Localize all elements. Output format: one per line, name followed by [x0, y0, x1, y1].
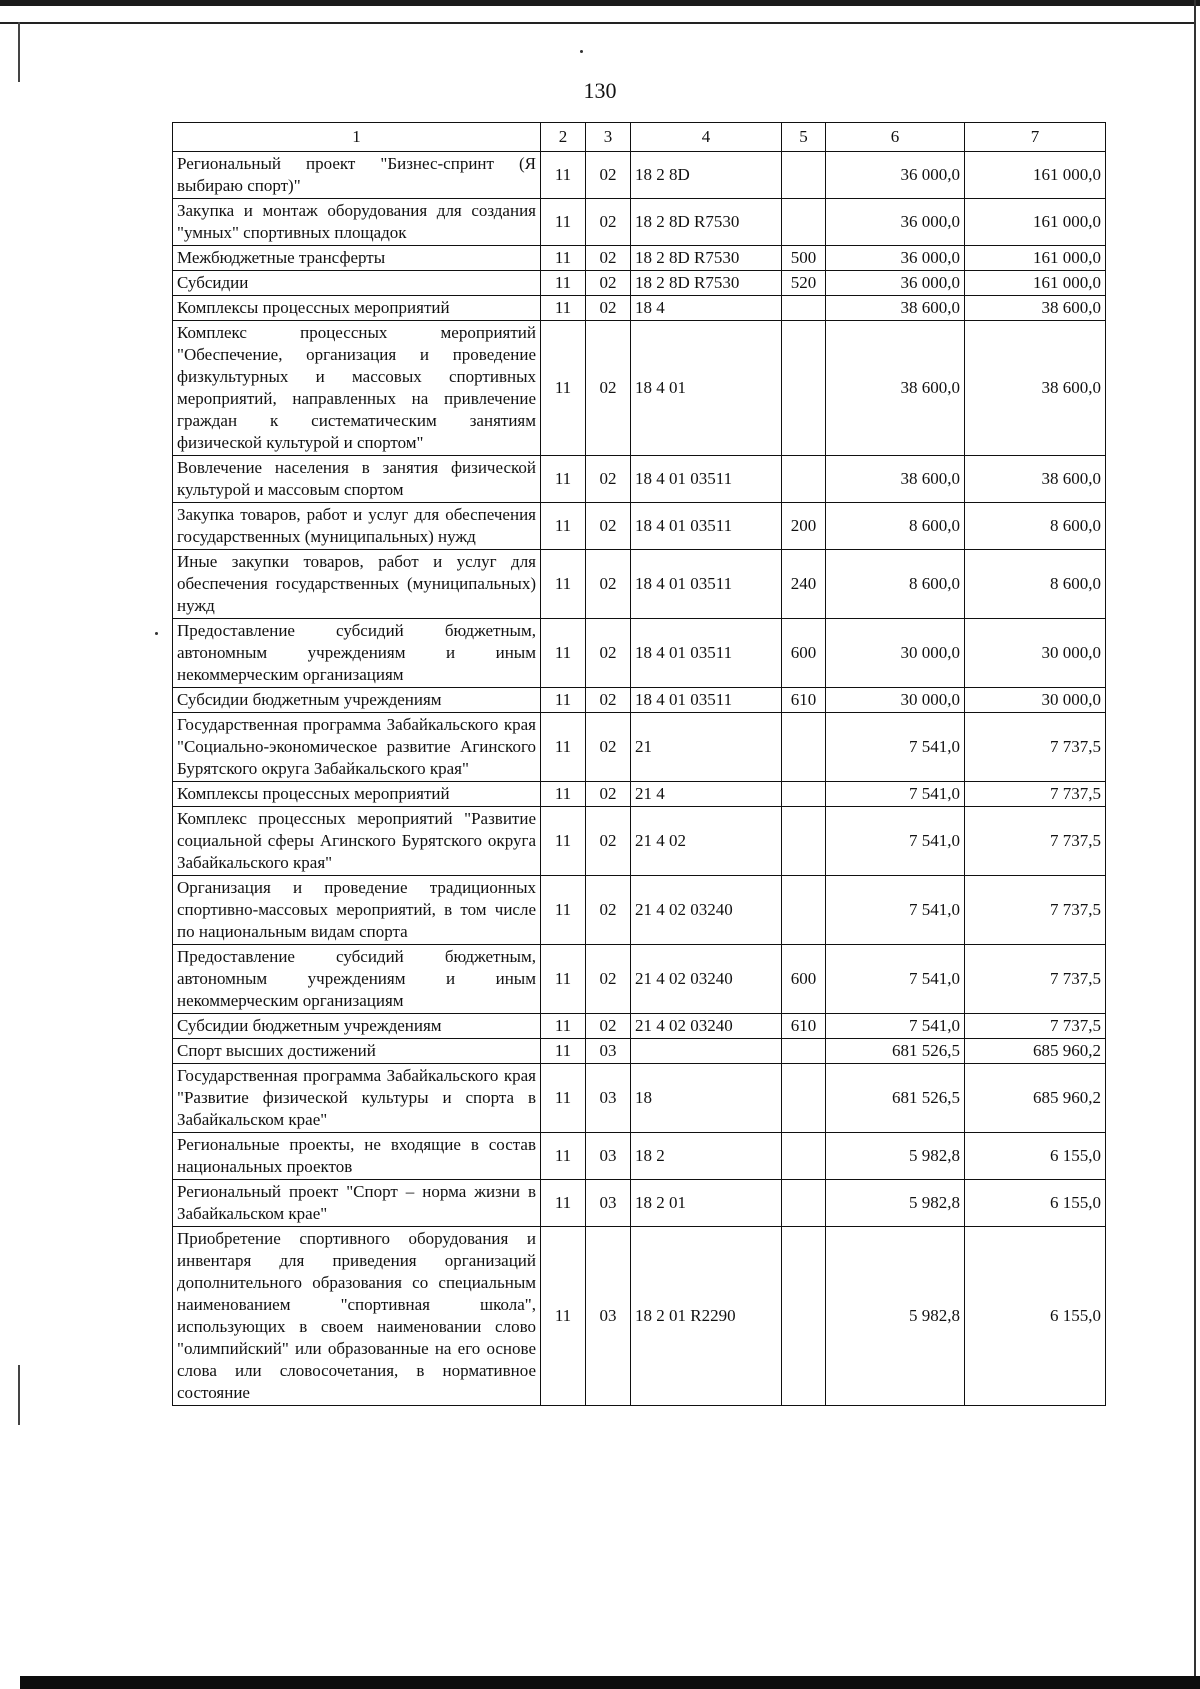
- table-cell-c3: 02: [586, 619, 631, 688]
- table-cell-c2: 11: [541, 619, 586, 688]
- table-row: [173, 1039, 1106, 1064]
- table-cell-c7: 38 600,0: [965, 321, 1106, 456]
- column-header: 6: [826, 123, 965, 152]
- table-cell-name: Вовлечение населения в занятия физической культурой и массовым спортом: [173, 456, 541, 503]
- table-cell-c3: 03: [586, 1133, 631, 1180]
- table-row: [173, 321, 1106, 456]
- table-cell-name: Субсидии: [173, 271, 541, 296]
- table-cell-c5: 200: [782, 503, 826, 550]
- table-cell-c4: 18 2 01 R2290: [631, 1227, 782, 1406]
- table-cell-c4: 18 4 01 03511: [631, 503, 782, 550]
- table-cell-name: Комплексы процессных мероприятий: [173, 296, 541, 321]
- table-cell-c6: 38 600,0: [826, 321, 965, 456]
- table-cell-c4: 18 4: [631, 296, 782, 321]
- table-cell-name: Межбюджетные трансферты: [173, 246, 541, 271]
- table-cell-c4: 21 4 02 03240: [631, 945, 782, 1014]
- table-cell-c6: 7 541,0: [826, 945, 965, 1014]
- table-cell-c7: 7 737,5: [965, 1014, 1106, 1039]
- table-cell-c3: 03: [586, 1180, 631, 1227]
- table-cell-c6: 7 541,0: [826, 713, 965, 782]
- table-cell-name: Региональный проект "Бизнес-спринт (Я выбираю спорт)": [173, 152, 541, 199]
- table-cell-c2: 11: [541, 945, 586, 1014]
- table-cell-c5: [782, 782, 826, 807]
- table-cell-c3: 02: [586, 246, 631, 271]
- table-cell-c6: 8 600,0: [826, 550, 965, 619]
- table-cell-c3: 02: [586, 321, 631, 456]
- table-cell-c4: 18 2 8D R7530: [631, 199, 782, 246]
- table-cell-c4: 18 4 01 03511: [631, 688, 782, 713]
- table-cell-c6: 7 541,0: [826, 807, 965, 876]
- table-cell-c2: 11: [541, 246, 586, 271]
- table-cell-c4: 21: [631, 713, 782, 782]
- table-cell-c4: 21 4: [631, 782, 782, 807]
- table-cell-c3: 02: [586, 688, 631, 713]
- scan-edge-top: [0, 0, 1200, 6]
- scan-edge-right: [1194, 0, 1196, 1689]
- column-header: 2: [541, 123, 586, 152]
- table-cell-c5: [782, 199, 826, 246]
- table-row: [173, 296, 1106, 321]
- table-cell-c7: 8 600,0: [965, 503, 1106, 550]
- table-cell-c2: 11: [541, 1227, 586, 1406]
- table-cell-name: Региональные проекты, не входящие в состав национальных проектов: [173, 1133, 541, 1180]
- page-number: 130: [583, 78, 617, 103]
- column-header: 3: [586, 123, 631, 152]
- table-cell-c5: 610: [782, 1014, 826, 1039]
- table-cell-c5: 600: [782, 619, 826, 688]
- table-cell-c3: 02: [586, 152, 631, 199]
- table-cell-c2: 11: [541, 271, 586, 296]
- table-cell-name: Приобретение спортивного оборудования и инвентаря для приведения организаций дополнительного образования со специальным наименованием "спортивная школа", использующих в своем наименовании слово "олимпийский" или образованные на его основе слова или словосочетания, в нормативное состояние: [173, 1227, 541, 1406]
- table-cell-c2: 11: [541, 321, 586, 456]
- table-row: [173, 876, 1106, 945]
- table-row: [173, 688, 1106, 713]
- table-cell-c4: 21 4 02 03240: [631, 1014, 782, 1039]
- table-row: [173, 1227, 1106, 1406]
- scan-line-top: [0, 22, 1195, 24]
- table-cell-c3: 02: [586, 456, 631, 503]
- table-cell-name: Закупка товаров, работ и услуг для обеспечения государственных (муниципальных) нужд: [173, 503, 541, 550]
- table-cell-c5: [782, 152, 826, 199]
- table-row: [173, 1133, 1106, 1180]
- table-cell-name: Субсидии бюджетным учреждениям: [173, 688, 541, 713]
- table-cell-c3: 02: [586, 782, 631, 807]
- table-cell-c4: 18: [631, 1064, 782, 1133]
- table-row: [173, 271, 1106, 296]
- table-row: [173, 1014, 1106, 1039]
- table-cell-c6: 681 526,5: [826, 1039, 965, 1064]
- table-cell-c2: 11: [541, 199, 586, 246]
- table-row: [173, 503, 1106, 550]
- table-cell-c4: 18 2 8D R7530: [631, 271, 782, 296]
- table-cell-c5: [782, 713, 826, 782]
- table-cell-c7: 7 737,5: [965, 945, 1106, 1014]
- table-cell-name: Комплекс процессных мероприятий "Развитие социальной сферы Агинского Бурятского округа Забайкальского края": [173, 807, 541, 876]
- table-cell-c7: 38 600,0: [965, 456, 1106, 503]
- table-cell-c3: 02: [586, 876, 631, 945]
- table-cell-c2: 11: [541, 1064, 586, 1133]
- table-cell-name: Государственная программа Забайкальского края "Социально-экономическое развитие Агинского Бурятского округа Забайкальского края": [173, 713, 541, 782]
- table-cell-c3: 02: [586, 807, 631, 876]
- table-cell-c3: 02: [586, 503, 631, 550]
- table-cell-c5: 600: [782, 945, 826, 1014]
- table-row: [173, 152, 1106, 199]
- table-row: [173, 713, 1106, 782]
- table-cell-name: Предоставление субсидий бюджетным, автономным учреждениям и иным некоммерческим организациям: [173, 945, 541, 1014]
- table-cell-c2: 11: [541, 1180, 586, 1227]
- table-cell-c6: 5 982,8: [826, 1133, 965, 1180]
- table-cell-c2: 11: [541, 296, 586, 321]
- table-cell-c6: 38 600,0: [826, 456, 965, 503]
- column-header: 7: [965, 123, 1106, 152]
- table-row: [173, 246, 1106, 271]
- table-cell-c5: [782, 1133, 826, 1180]
- table-cell-c6: 7 541,0: [826, 876, 965, 945]
- table-cell-c7: 685 960,2: [965, 1039, 1106, 1064]
- table-header-row: [173, 123, 1106, 152]
- table-cell-c4: 18 2 8D: [631, 152, 782, 199]
- table-cell-c4: 21 4 02 03240: [631, 876, 782, 945]
- table-row: [173, 1064, 1106, 1133]
- table-cell-c4: 21 4 02: [631, 807, 782, 876]
- table-row: [173, 199, 1106, 246]
- table-cell-c4: 18 2 8D R7530: [631, 246, 782, 271]
- table-row: [173, 1180, 1106, 1227]
- table-cell-c3: 03: [586, 1039, 631, 1064]
- table-cell-name: Комплекс процессных мероприятий "Обеспечение, организация и проведение физкультурных и массовых спортивных мероприятий, направленных на привлечение граждан к систематическим занятиям физической культурой и спортом": [173, 321, 541, 456]
- table-cell-name: Закупка и монтаж оборудования для создания "умных" спортивных площадок: [173, 199, 541, 246]
- table-cell-name: Субсидии бюджетным учреждениям: [173, 1014, 541, 1039]
- table-cell-c7: 30 000,0: [965, 619, 1106, 688]
- table-row: [173, 945, 1106, 1014]
- table-cell-c4: 18 2 01: [631, 1180, 782, 1227]
- scan-edge-bottom: [20, 1676, 1200, 1689]
- table-row: [173, 619, 1106, 688]
- table-cell-c7: 6 155,0: [965, 1180, 1106, 1227]
- table-cell-c7: 685 960,2: [965, 1064, 1106, 1133]
- table-cell-c5: 610: [782, 688, 826, 713]
- table-cell-c3: 03: [586, 1064, 631, 1133]
- table-cell-name: Комплексы процессных мероприятий: [173, 782, 541, 807]
- table-cell-c6: 36 000,0: [826, 246, 965, 271]
- table-cell-c7: 161 000,0: [965, 246, 1106, 271]
- table-cell-name: Спорт высших достижений: [173, 1039, 541, 1064]
- table-cell-name: Государственная программа Забайкальского края "Развитие физической культуры и спорта в Забайкальском крае": [173, 1064, 541, 1133]
- table-cell-c2: 11: [541, 152, 586, 199]
- table-cell-c6: 7 541,0: [826, 1014, 965, 1039]
- table-body: [173, 152, 1106, 1406]
- table-cell-c7: 7 737,5: [965, 713, 1106, 782]
- table-cell-c5: 500: [782, 246, 826, 271]
- table-cell-c3: 02: [586, 945, 631, 1014]
- table-row: [173, 782, 1106, 807]
- table-cell-c5: [782, 1064, 826, 1133]
- table-cell-c2: 11: [541, 688, 586, 713]
- table-cell-name: Предоставление субсидий бюджетным, автономным учреждениям и иным некоммерческим организациям: [173, 619, 541, 688]
- budget-table-container: [172, 122, 1105, 1406]
- table-cell-c2: 11: [541, 503, 586, 550]
- table-cell-c2: 11: [541, 876, 586, 945]
- table-cell-c7: 8 600,0: [965, 550, 1106, 619]
- table-cell-c2: 11: [541, 1133, 586, 1180]
- table-cell-c5: [782, 807, 826, 876]
- table-cell-c6: 5 982,8: [826, 1227, 965, 1406]
- table-cell-c6: 7 541,0: [826, 782, 965, 807]
- table-cell-c3: 02: [586, 271, 631, 296]
- table-cell-c5: [782, 1227, 826, 1406]
- table-cell-c5: [782, 1039, 826, 1064]
- table-cell-c5: [782, 1180, 826, 1227]
- table-cell-c5: [782, 296, 826, 321]
- table-cell-c3: 02: [586, 199, 631, 246]
- budget-table: [172, 122, 1106, 1406]
- table-cell-c6: 681 526,5: [826, 1064, 965, 1133]
- table-cell-c3: 02: [586, 1014, 631, 1039]
- table-cell-c5: 240: [782, 550, 826, 619]
- table-cell-c5: [782, 876, 826, 945]
- table-cell-name: Иные закупки товаров, работ и услуг для обеспечения государственных (муниципальных) нужд: [173, 550, 541, 619]
- table-cell-c7: 7 737,5: [965, 876, 1106, 945]
- table-cell-c2: 11: [541, 1014, 586, 1039]
- table-cell-c3: 02: [586, 713, 631, 782]
- table-cell-name: Региональный проект "Спорт – норма жизни в Забайкальском крае": [173, 1180, 541, 1227]
- table-cell-c2: 11: [541, 456, 586, 503]
- table-cell-c4: [631, 1039, 782, 1064]
- table-cell-c7: 161 000,0: [965, 152, 1106, 199]
- table-row: [173, 807, 1106, 876]
- table-cell-c2: 11: [541, 550, 586, 619]
- table-cell-c6: 38 600,0: [826, 296, 965, 321]
- table-cell-c4: 18 2: [631, 1133, 782, 1180]
- scan-mark-left-lower: [18, 1365, 20, 1425]
- column-header: 4: [631, 123, 782, 152]
- table-cell-c3: 02: [586, 296, 631, 321]
- table-cell-c7: 6 155,0: [965, 1133, 1106, 1180]
- table-cell-c3: 03: [586, 1227, 631, 1406]
- table-cell-c7: 161 000,0: [965, 271, 1106, 296]
- table-cell-c3: 02: [586, 550, 631, 619]
- table-cell-c5: [782, 321, 826, 456]
- table-cell-c6: 5 982,8: [826, 1180, 965, 1227]
- table-cell-c6: 36 000,0: [826, 271, 965, 296]
- table-row: [173, 456, 1106, 503]
- table-cell-c7: 30 000,0: [965, 688, 1106, 713]
- table-cell-c2: 11: [541, 713, 586, 782]
- table-cell-c7: 38 600,0: [965, 296, 1106, 321]
- table-row: [173, 550, 1106, 619]
- table-cell-c4: 18 4 01 03511: [631, 456, 782, 503]
- table-cell-c7: 6 155,0: [965, 1227, 1106, 1406]
- table-cell-c2: 11: [541, 1039, 586, 1064]
- column-header: 1: [173, 123, 541, 152]
- column-header: 5: [782, 123, 826, 152]
- table-cell-c2: 11: [541, 807, 586, 876]
- scan-speck: [155, 632, 158, 635]
- table-cell-c5: 520: [782, 271, 826, 296]
- table-cell-c6: 30 000,0: [826, 688, 965, 713]
- table-cell-c6: 8 600,0: [826, 503, 965, 550]
- table-cell-c7: 7 737,5: [965, 782, 1106, 807]
- table-cell-c2: 11: [541, 782, 586, 807]
- table-cell-c6: 36 000,0: [826, 152, 965, 199]
- table-cell-c5: [782, 456, 826, 503]
- table-cell-c7: 161 000,0: [965, 199, 1106, 246]
- scan-speck: [580, 50, 583, 53]
- table-cell-c4: 18 4 01: [631, 321, 782, 456]
- table-cell-c6: 36 000,0: [826, 199, 965, 246]
- table-cell-c6: 30 000,0: [826, 619, 965, 688]
- table-cell-c4: 18 4 01 03511: [631, 550, 782, 619]
- table-cell-name: Организация и проведение традиционных спортивно-массовых мероприятий, в том числе по национальным видам спорта: [173, 876, 541, 945]
- table-cell-c4: 18 4 01 03511: [631, 619, 782, 688]
- table-cell-c7: 7 737,5: [965, 807, 1106, 876]
- scan-mark-left: [18, 22, 20, 82]
